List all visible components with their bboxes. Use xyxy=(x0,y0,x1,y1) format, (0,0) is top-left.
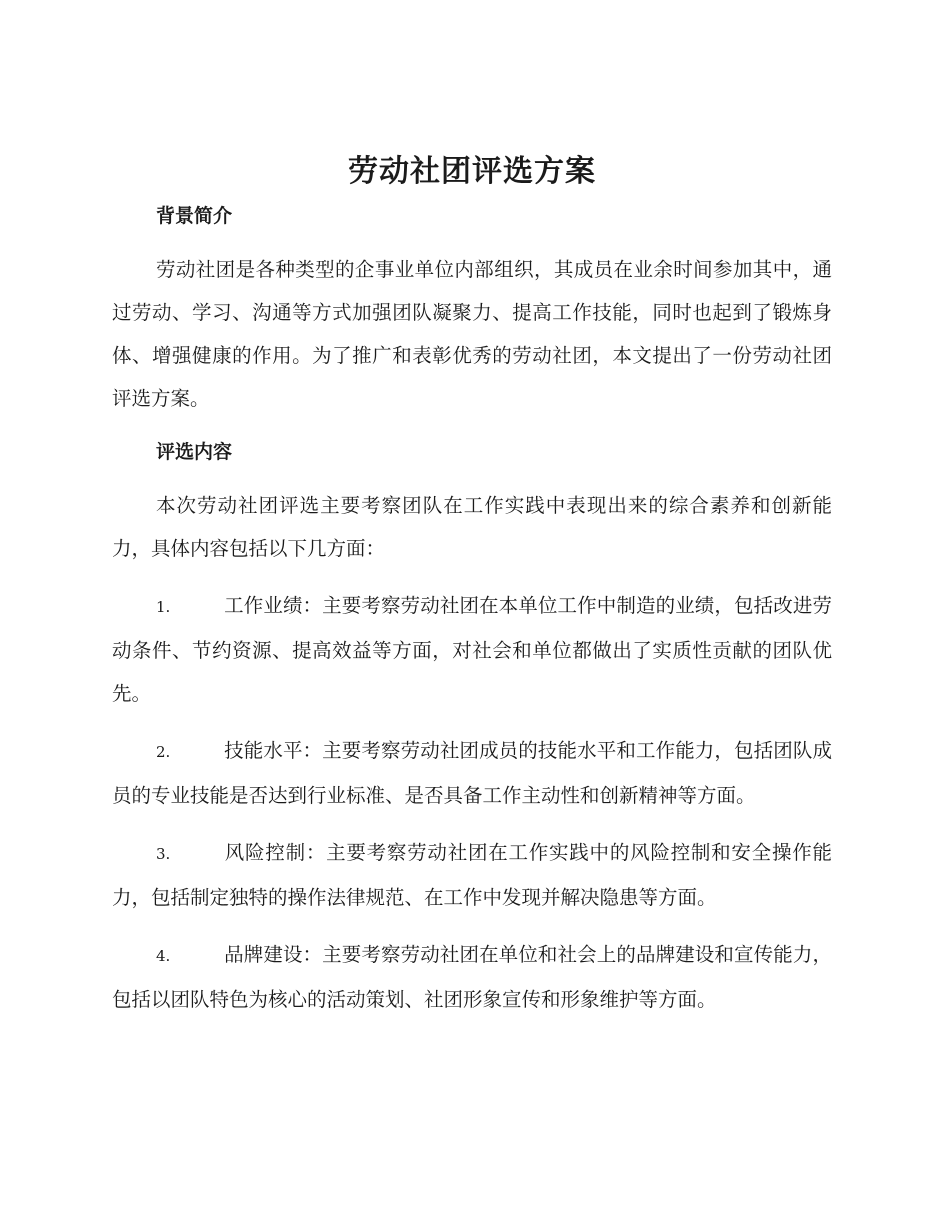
background-paragraph: 劳动社团是各种类型的企事业单位内部组织，其成员在业余时间参加其中，通过劳动、学习、沟通等方式加强团队凝聚力、提高工作技能，同时也起到了锻炼身体、增强健康的作用。为了推广和表彰优秀的劳动社团，本文提出了一份劳动社团评选方案。 xyxy=(112,258,832,410)
list-item-text: 品牌建设：主要考察劳动社团在单位和社会上的品牌建设和宣传能力，包括以团队特色为核心的活动策划、社团形象宣传和形象维护等方面。 xyxy=(112,943,832,1011)
section-heading-content: 评选内容 xyxy=(156,441,233,463)
list-item-number: 2. xyxy=(156,743,171,761)
list-item xyxy=(112,729,832,817)
list-item-number: 4. xyxy=(156,947,171,965)
list-item-text: 技能水平：主要考察劳动社团成员的技能水平和工作能力，包括团队成员的专业技能是否达到行业标准、是否具备工作主动性和创新精神等方面。 xyxy=(112,739,832,807)
list-item-number: 1. xyxy=(156,598,171,616)
list-item xyxy=(112,933,832,1021)
document-title: 劳动社团评选方案 xyxy=(348,154,596,189)
document-page xyxy=(112,150,832,1021)
list-item xyxy=(112,584,832,715)
section-heading-background: 背景简介 xyxy=(156,205,233,227)
content-intro-paragraph: 本次劳动社团评选主要考察团队在工作实践中表现出来的综合素养和创新能力，具体内容包括以下几方面： xyxy=(112,494,832,560)
list-item-number: 3. xyxy=(156,845,171,863)
list-item xyxy=(112,831,832,919)
list-item-text: 工作业绩：主要考察劳动社团在本单位工作中制造的业绩，包括改进劳动条件、节约资源、提高效益等方面，对社会和单位都做出了实质性贡献的团队优先。 xyxy=(112,594,832,705)
list-item-text: 风险控制：主要考察劳动社团在工作实践中的风险控制和安全操作能力，包括制定独特的操作法律规范、在工作中发现并解决隐患等方面。 xyxy=(112,841,832,909)
